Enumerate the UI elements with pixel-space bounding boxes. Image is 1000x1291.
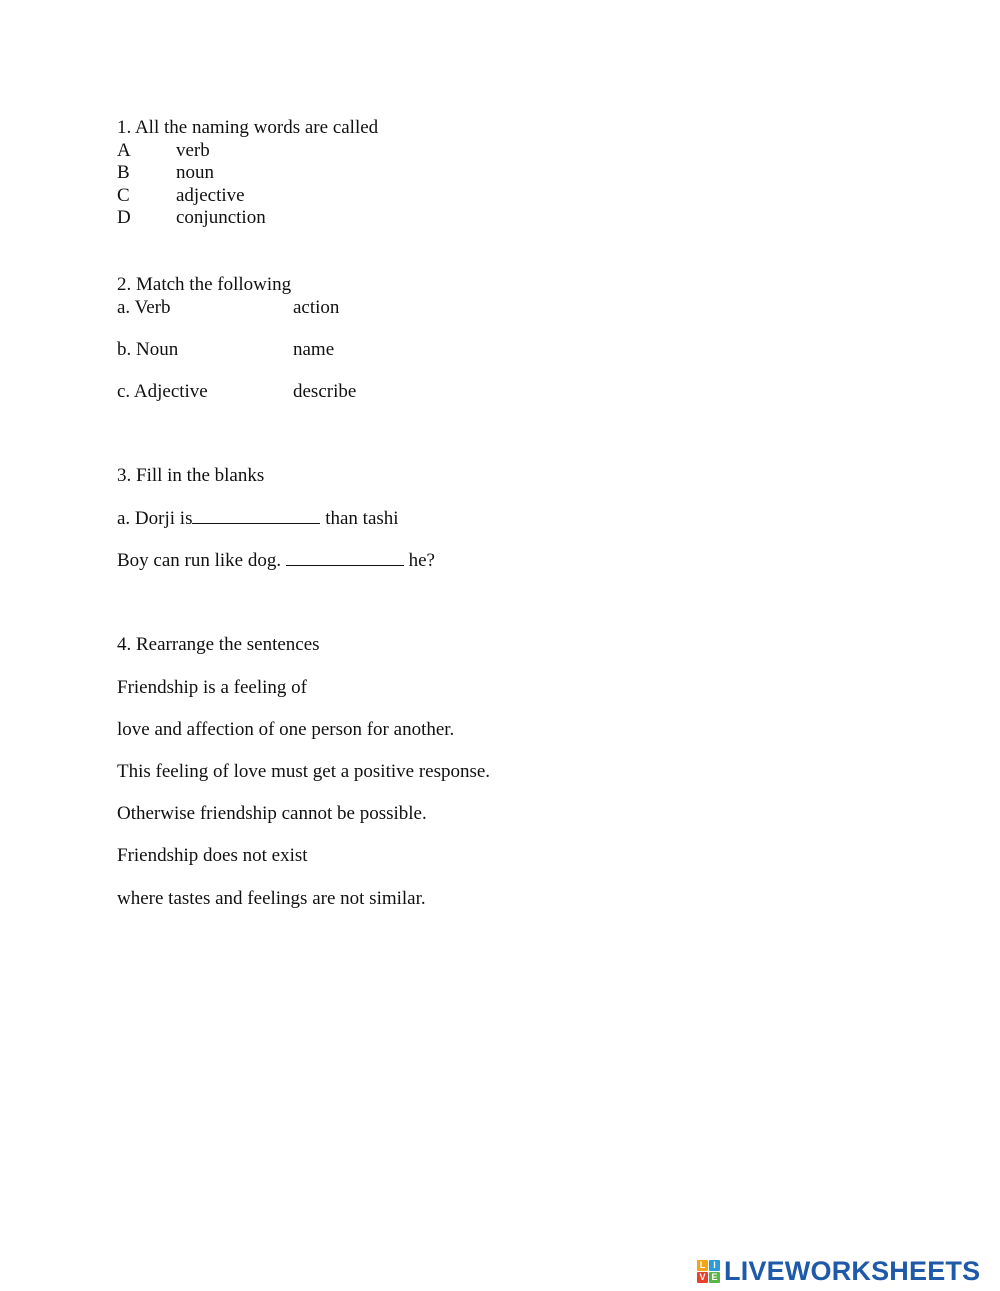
q1-option-text: verb — [176, 140, 210, 161]
q4-sentence[interactable]: love and affection of one person for another. — [117, 719, 455, 740]
q3-sentence-2 — [117, 550, 435, 572]
logo-mark-tile: E — [709, 1272, 720, 1283]
q2-left-item: b. Noun — [117, 339, 179, 360]
q4-sentence[interactable]: Friendship does not exist — [117, 845, 308, 866]
logo-mark-tile: I — [709, 1260, 720, 1271]
q2-left-item: c. Adjective — [117, 381, 208, 402]
q2-question: 2. Match the following — [117, 274, 292, 295]
q2-right-item[interactable]: name — [293, 339, 335, 360]
logo-mark-tile: V — [697, 1272, 708, 1283]
q2-left-item: a. Verb — [117, 297, 171, 318]
q1-option-letter: C — [117, 185, 130, 206]
blank-answer-field[interactable] — [286, 550, 404, 566]
q1-option-text: adjective — [176, 185, 245, 206]
q1-question: 1. All the naming words are called — [117, 117, 379, 138]
q4-sentence[interactable]: Otherwise friendship cannot be possible. — [117, 803, 427, 824]
logo-text: LIVEWORKSHEETS — [724, 1255, 981, 1286]
q3-sentence-2-end: he? — [403, 550, 435, 571]
q1-option-text: noun — [176, 162, 214, 183]
q1-option-text: conjunction — [176, 207, 266, 228]
q1-option-letter: B — [117, 162, 130, 183]
q1-option-letter: A — [117, 140, 131, 161]
q1-option-letter: D — [117, 207, 131, 228]
q2-right-item[interactable]: describe — [293, 381, 357, 402]
blank-answer-field[interactable] — [192, 508, 320, 524]
liveworksheets-logo — [697, 1256, 980, 1286]
logo-mark-icon — [697, 1260, 720, 1283]
q3-sentence-2-start: Boy can run like dog. — [117, 550, 286, 571]
q4-sentence[interactable]: Friendship is a feeling of — [117, 677, 307, 698]
q4-question: 4. Rearrange the sentences — [117, 634, 320, 655]
q4-sentence[interactable]: This feeling of love must get a positive response. — [117, 761, 491, 782]
q3-sentence-1-start: a. Dorji is — [117, 508, 193, 529]
logo-mark-tile: L — [697, 1260, 708, 1271]
q3-sentence-1 — [117, 508, 399, 530]
q4-sentence[interactable]: where tastes and feelings are not similar. — [117, 888, 426, 909]
q3-question: 3. Fill in the blanks — [117, 465, 265, 486]
q3-sentence-1-end: than tashi — [320, 508, 399, 529]
q2-right-item[interactable]: action — [293, 297, 340, 318]
